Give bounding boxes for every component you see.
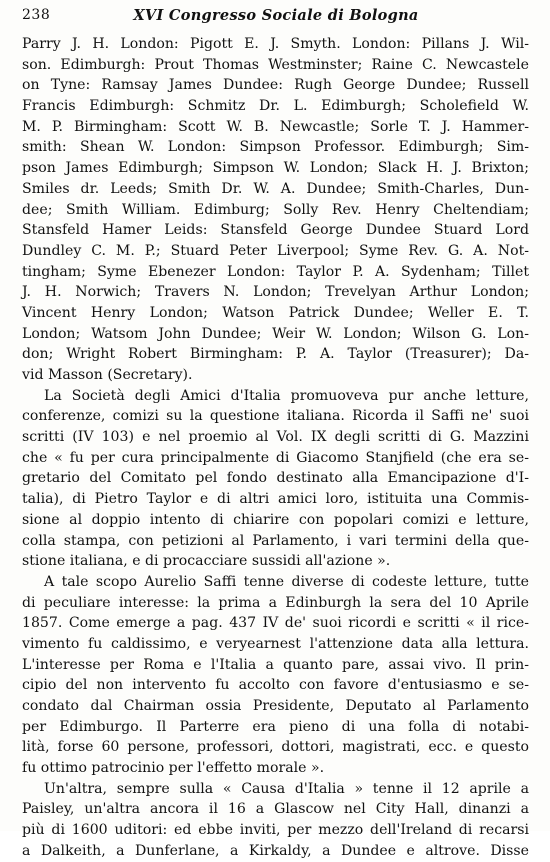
text-line: di peculiare interesse: la prima a Edinburgh la sera del 10 Aprile: [22, 594, 529, 611]
text-line: talia), di Pietro Taylor e di altri amici loro, istituita una Commis-: [22, 491, 529, 508]
text-line: A tale scopo Aurelio Saffi tenne diverse di codeste letture, tutte: [44, 573, 529, 590]
running-title: XVI Congresso Sociale di Bologna: [133, 7, 419, 24]
text-line: colla stampa, con petizioni al Parlamento, i vari termini della que-: [22, 532, 529, 549]
text-line: Stansfeld Hamer Leids: Stansfeld George Dundee Stuard Lord: [22, 222, 529, 239]
text-line: London; Watsom John Dundee; Weir W. London; Wilson G. Lon-: [22, 325, 529, 342]
text-line: Vincent Henry London; Watson Patrick Dundee; Weller E. T.: [22, 304, 529, 321]
text-line: J. H. Norwich; Travers N. London; Trevelyan Arthur London;: [22, 284, 529, 301]
text-line: più di 1600 uditori: ed ebbe inviti, per mezzo dell'Ireland di recarsi: [22, 822, 529, 839]
text-line: conferenze, comizi su la questione italiana. Ricorda il Saffi ne' suoi: [22, 408, 529, 425]
text-line: sione al doppio intento di chiarire con popolari comizi e letture,: [22, 511, 529, 528]
text-line: Dundley C. M. P.; Stuard Peter Liverpool; Syme Rev. G. A. Not-: [22, 242, 529, 259]
text-line: 1857. Come emerge a pag. 437 IV de' suoi ricordi e scritti « il rice-: [22, 615, 529, 632]
text-line: Un'altra, sempre sulla « Causa d'Italia » tenne il 12 aprile a: [44, 780, 529, 797]
text-line: L'interesse per Roma e l'Italia a quanto pare, assai vivo. Il prin-: [22, 656, 529, 673]
text-line: lità, forse 60 persone, professori, dottori, magistrati, ecc. e questo: [22, 739, 529, 756]
text-line: dee; Smith William. Edimburg; Solly Rev. Henry Cheltendiam;: [22, 201, 529, 218]
text-line: La Società degli Amici d'Italia promuoveva pur anche letture,: [44, 387, 529, 404]
text-line: son. Edimburgh: Prout Thomas Westminster; Raine C. Newcastele: [22, 56, 529, 73]
text-line: vid Masson (Secretary).: [22, 367, 193, 383]
text-line: M. P. Birmingham: Scott W. B. Newcastle; Sorle T. J. Hammer-: [22, 118, 529, 135]
text-line: smith: Shean W. London: Simpson Professor. Edimburgh; Sim-: [22, 139, 529, 156]
text-line: scritti (IV 103) e nel proemio al Vol. IX degli scritti di G. Mazzini: [22, 429, 529, 446]
text-line: stione italiana, e di procacciare sussidi all'azione ».: [22, 553, 391, 570]
text-line: che « fu per cura principalmente di Giacomo Stanjfield (che era se-: [22, 449, 529, 466]
page-header: [22, 7, 530, 27]
page-number: 238: [22, 7, 51, 23]
text-line: Parry J. H. London: Pigott E. J. Smyth. London: Pillans J. Wil-: [22, 36, 529, 52]
text-line: don; Wright Robert Birmingham: P. A. Taylor (Treasurer); Da-: [22, 346, 529, 363]
text-line: on Tyne: Ramsay James Dundee: Rugh George Dundee; Russell: [22, 77, 529, 94]
text-line: vimento fu caldissimo, e veryearnest l'attenzione data alla lettura.: [22, 635, 529, 652]
text-line: fu ottimo patrocinio per l'effetto morale ».: [22, 760, 325, 777]
text-line: Paisley, un'altra ancora il 16 a Glascow nel City Hall, dinanzi a: [22, 801, 529, 818]
text-line: condato dal Chairman ossia Presidente, Deputato al Parlamento: [22, 698, 529, 714]
text-line: Smiles dr. Leeds; Smith Dr. W. A. Dundee; Smith-Charles, Dun-: [22, 180, 529, 197]
text-line: per Edimburgo. Il Parterre era pieno di una folla di notabi-: [22, 718, 529, 735]
text-line: cipio del non intervento fu accolto con favore d'entusiasmo e se-: [22, 677, 529, 694]
text-line: tingham; Syme Ebenezer London: Taylor P. A. Sydenham; Tillet: [22, 263, 529, 280]
text-line: a Dalkeith, a Dunferlane, a Kirkaldy, a Dundee e altrove. Disse: [22, 842, 529, 859]
text-line: Francis Edimburgh: Schmitz Dr. L. Edimburgh; Scholefield W.: [22, 98, 529, 115]
text-line: pson James Edimburgh; Simpson W. London; Slack H. J. Brixton;: [22, 160, 529, 177]
text-line: gretario del Comitato pel fondo destinato alla Emancipazione d'I-: [22, 470, 529, 487]
body-text: [22, 34, 529, 859]
